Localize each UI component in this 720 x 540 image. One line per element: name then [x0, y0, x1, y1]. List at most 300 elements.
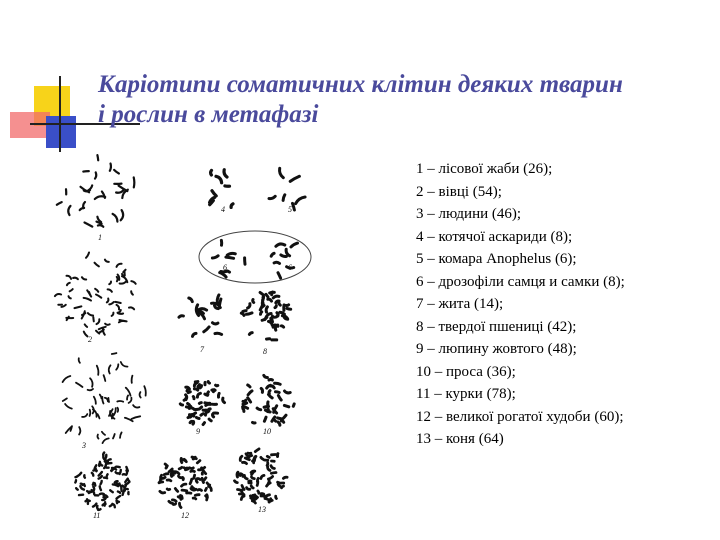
chromosome — [274, 262, 279, 263]
chromosome — [279, 301, 281, 305]
chromosome — [192, 457, 196, 459]
chromosome — [293, 404, 294, 406]
chromosome — [217, 295, 219, 305]
chromosome — [96, 469, 97, 472]
chromosome — [93, 483, 94, 485]
chromosome — [65, 404, 72, 409]
chromosome — [244, 475, 247, 479]
chromosome — [126, 388, 131, 396]
legend-item: 3 – людини (46); — [416, 206, 522, 222]
chromosome — [112, 313, 114, 316]
chromosome — [257, 478, 258, 481]
chromosome — [241, 496, 244, 499]
chromosome — [93, 504, 96, 507]
chromosome — [114, 170, 119, 174]
chromosome — [169, 501, 173, 503]
chromosome — [194, 389, 197, 390]
chromosome — [290, 176, 299, 181]
chromosome — [184, 399, 186, 401]
chromosome — [206, 404, 211, 405]
chromosome — [63, 376, 71, 382]
chromosome — [76, 488, 78, 490]
chromosome — [212, 390, 215, 391]
chromosome — [258, 491, 259, 493]
label-6b: 6 — [288, 263, 292, 272]
chromosome — [264, 375, 268, 377]
chromosome — [252, 471, 255, 474]
chromosome — [84, 332, 88, 337]
chromosome — [278, 273, 281, 278]
chromosome — [240, 456, 242, 460]
chromosome — [284, 318, 287, 320]
chromosome — [265, 499, 268, 500]
chromosome — [237, 473, 238, 477]
chromosome — [159, 482, 163, 483]
chromosome — [116, 467, 120, 468]
chromosome — [263, 297, 264, 300]
chromosome — [169, 469, 172, 472]
chromosome — [127, 395, 128, 399]
chromosome — [179, 316, 183, 317]
chromosome — [144, 386, 146, 395]
chromosome — [224, 170, 227, 177]
chromosome — [117, 277, 118, 281]
chromosome — [190, 421, 193, 422]
label-11: 11 — [93, 511, 101, 520]
chromosome — [179, 503, 181, 507]
chromosome — [181, 458, 182, 462]
chromosome — [269, 391, 270, 394]
chromosome — [241, 313, 244, 315]
chromosome — [242, 486, 244, 490]
legend-item: 12 – великої рогатої худоби (60); — [416, 408, 624, 425]
chromosome — [113, 484, 117, 485]
chromosome-spreads — [55, 155, 305, 510]
chromosome — [129, 398, 132, 403]
label-12: 12 — [181, 511, 189, 520]
chromosome — [95, 465, 97, 468]
chromosome — [85, 223, 93, 227]
chromosome — [164, 474, 168, 475]
chromosome — [110, 164, 111, 171]
chromosome — [275, 306, 276, 308]
chromosome — [134, 177, 135, 187]
chromosome — [132, 376, 133, 383]
legend-item: 11 – курки (78); — [416, 386, 516, 402]
chromosome — [243, 409, 244, 412]
chromosome — [105, 398, 108, 402]
chromosome — [272, 292, 273, 295]
chromosome — [88, 389, 93, 390]
chromosome — [243, 311, 246, 312]
chromosome — [68, 206, 70, 215]
chromosome — [182, 484, 186, 486]
chromosome — [194, 475, 195, 478]
chromosome — [107, 299, 109, 303]
chromosome — [102, 499, 105, 500]
chromosome — [280, 312, 285, 314]
chromosome — [90, 410, 91, 416]
chromosome — [67, 276, 72, 279]
chromosome — [95, 483, 96, 485]
chromosome — [96, 331, 99, 334]
chromosome — [204, 478, 206, 480]
chromosome — [117, 305, 120, 310]
chromosome — [108, 289, 112, 291]
chromosome — [97, 506, 98, 510]
chromosome — [205, 488, 206, 490]
chromosome — [223, 398, 225, 402]
chromosome — [200, 386, 201, 388]
chromosome — [260, 293, 263, 296]
chromosome — [110, 505, 112, 507]
chromosome — [100, 494, 104, 495]
chromosome — [120, 281, 127, 284]
chromosome — [105, 461, 108, 462]
chromosome — [93, 317, 94, 321]
chromosome — [116, 364, 118, 369]
chromosome — [216, 385, 218, 386]
chromosome — [131, 281, 135, 284]
chromosome — [116, 190, 124, 193]
chromosome — [274, 410, 277, 413]
chromosome — [275, 383, 281, 384]
chromosome — [95, 263, 99, 267]
chromosome — [264, 417, 266, 421]
chromosome — [253, 422, 256, 423]
chromosome — [95, 289, 98, 292]
chromosome — [283, 477, 287, 478]
chromosome — [243, 403, 247, 404]
chromosome — [84, 475, 85, 477]
chromosome — [160, 491, 165, 493]
chromosome — [82, 277, 86, 279]
chromosome — [198, 490, 202, 491]
decor-blue-square — [46, 116, 76, 148]
chromosome — [113, 434, 115, 438]
chromosome — [213, 323, 218, 324]
chromosome — [119, 321, 125, 322]
chromosome — [86, 253, 89, 258]
label-8: 8 — [263, 347, 267, 356]
chromosome — [227, 253, 235, 255]
chromosome — [248, 385, 250, 387]
label-9: 9 — [196, 427, 200, 436]
legend-item: 7 – жита (14); — [416, 296, 504, 312]
chromosome — [204, 327, 209, 332]
chromosome — [257, 408, 261, 410]
chromosome — [247, 313, 253, 314]
legend-item: 13 – коня (64) — [416, 431, 504, 447]
label-1: 1 — [98, 233, 102, 242]
chromosome — [120, 432, 122, 438]
chromosome — [216, 176, 222, 183]
chromosome — [203, 423, 204, 425]
chromosome — [179, 467, 182, 469]
chromosome — [281, 421, 283, 422]
chromosome — [189, 298, 193, 302]
chromosome — [97, 366, 99, 375]
chromosome — [167, 480, 171, 481]
chromosome — [201, 414, 203, 416]
chromosome — [180, 404, 182, 405]
label-13: 13 — [258, 505, 266, 514]
chromosome — [276, 496, 277, 498]
chromosome — [187, 389, 188, 391]
chromosome — [82, 414, 87, 417]
chromosome — [76, 383, 83, 387]
chromosome — [188, 404, 190, 406]
chromosome — [286, 305, 289, 306]
chromosome — [270, 477, 273, 479]
chromosome — [115, 302, 121, 303]
chromosome — [243, 462, 247, 463]
chromosome — [97, 435, 98, 439]
chromosome — [107, 474, 108, 476]
chromosome — [266, 294, 268, 297]
chromosome — [105, 260, 109, 262]
chromosome — [81, 484, 83, 485]
chromosome — [261, 303, 263, 308]
chromosome — [125, 479, 127, 482]
chromosome — [248, 304, 250, 308]
chromosome — [190, 468, 194, 469]
chromosome — [102, 397, 103, 404]
chromosome — [90, 378, 92, 387]
chromosome — [231, 204, 233, 208]
chromosome — [278, 484, 280, 486]
legend-item: 8 – твердої пшениці (42); — [416, 318, 577, 335]
chromosome — [271, 473, 276, 474]
chromosome — [235, 481, 238, 483]
chromosome — [105, 502, 106, 506]
chromosome — [105, 455, 106, 459]
chromosome — [251, 486, 253, 488]
chromosome — [261, 457, 263, 459]
decor-vertical-line — [59, 76, 61, 152]
chromosome — [97, 319, 100, 324]
chromosome — [190, 479, 192, 484]
chromosome — [213, 414, 214, 417]
chromosome — [183, 478, 184, 480]
chromosome — [280, 168, 284, 177]
chromosome — [207, 495, 208, 498]
chromosome — [179, 476, 182, 478]
chromosome — [267, 456, 269, 457]
chromosome — [212, 191, 216, 196]
chromosome — [103, 438, 109, 443]
chromosome — [121, 362, 128, 367]
chromosome — [118, 492, 120, 493]
chromosome — [253, 300, 254, 303]
chromosome — [161, 475, 162, 477]
chromosome — [193, 333, 197, 336]
chromosome — [268, 479, 269, 483]
chromosome — [105, 324, 110, 325]
chromosome — [117, 496, 121, 499]
chromosome — [78, 473, 82, 476]
chromosome — [75, 306, 82, 308]
chromosome — [254, 456, 255, 460]
chromosome — [172, 500, 176, 501]
chromosome — [109, 302, 113, 304]
label-10: 10 — [263, 427, 271, 436]
chromosome — [87, 290, 90, 295]
chromosome — [110, 490, 113, 492]
chromosome — [269, 196, 275, 198]
chromosome — [109, 282, 111, 285]
chromosome — [261, 494, 264, 495]
chromosome — [104, 375, 106, 381]
label-5: 5 — [288, 205, 292, 214]
chromosome — [212, 256, 218, 258]
chromosome — [195, 495, 199, 496]
chromosome — [99, 463, 100, 466]
chromosome — [211, 170, 212, 175]
chromosome — [94, 397, 96, 404]
chromosome — [55, 294, 61, 296]
legend-item: 2 – вівці (54); — [416, 183, 502, 200]
legend-item: 1 – лісової жаби (26); — [416, 161, 553, 177]
chromosome — [273, 296, 279, 298]
chromosome — [112, 353, 117, 354]
chromosome — [93, 487, 94, 490]
chromosome — [133, 405, 139, 407]
legend-item: 5 – комара Anophelus (6); — [416, 251, 577, 267]
chromosome — [140, 392, 141, 398]
chromosome — [249, 333, 252, 335]
chromosome — [173, 504, 175, 505]
chromosome — [98, 225, 103, 227]
chromosome — [215, 333, 222, 334]
chromosome — [199, 403, 201, 404]
chromosome — [95, 172, 96, 178]
chromosome — [98, 414, 100, 418]
legend-item: 9 – люпину жовтого (48); — [416, 341, 577, 357]
chromosome — [253, 495, 255, 496]
chromosome — [126, 467, 127, 471]
chromosome — [226, 257, 234, 258]
chromosome — [191, 488, 195, 489]
chromosome — [264, 407, 267, 408]
chromosome — [96, 295, 101, 298]
chromosome — [282, 486, 284, 488]
chromosome — [208, 409, 210, 410]
slide-title — [98, 70, 698, 130]
chromosome — [69, 296, 71, 298]
chromosome — [103, 453, 104, 456]
chromosome — [63, 398, 67, 401]
chromosome — [239, 494, 244, 495]
chromosome — [266, 307, 267, 312]
chromosome — [197, 461, 200, 463]
chromosome — [268, 467, 270, 471]
chromosome — [182, 490, 187, 491]
chromosome — [275, 315, 278, 318]
chromosome — [79, 358, 80, 363]
chromosome — [286, 249, 289, 256]
chromosome — [261, 312, 262, 314]
chromosome — [100, 486, 101, 490]
chromosome — [109, 365, 111, 373]
label-6a: 6 — [223, 263, 227, 272]
chromosome — [269, 499, 271, 502]
chromosome — [271, 253, 274, 256]
chromosome — [57, 202, 62, 205]
decor-red-square — [10, 112, 50, 138]
chromosome — [97, 155, 98, 160]
chromosome — [267, 385, 271, 388]
chromosome — [291, 243, 298, 247]
chromosome — [248, 391, 252, 395]
chromosome — [197, 393, 200, 397]
chromosome — [117, 401, 123, 402]
label-7: 7 — [200, 345, 204, 354]
label-4: 4 — [221, 205, 225, 214]
chromosome — [117, 501, 119, 502]
chromosome — [121, 210, 123, 220]
chromosome — [75, 480, 76, 482]
chromosome — [116, 472, 119, 473]
chromosome — [207, 483, 210, 485]
chromosome — [218, 393, 219, 397]
chromosome — [79, 427, 80, 434]
chromosome — [87, 499, 88, 504]
chromosome — [101, 481, 102, 484]
chromosome — [84, 298, 91, 301]
legend-item: 4 – котячої аскариди (8); — [416, 228, 573, 245]
chromosome — [278, 396, 281, 401]
chromosome — [282, 415, 286, 419]
chromosome — [194, 413, 196, 416]
chromosome — [208, 382, 209, 384]
chromosome — [67, 283, 70, 285]
legend-item: 10 – проса (36); — [416, 363, 516, 380]
chromosome — [209, 486, 212, 490]
chromosome — [188, 392, 190, 393]
chromosome — [85, 324, 87, 327]
chromosome — [243, 400, 246, 401]
chromosome — [252, 477, 255, 479]
chromosome — [117, 264, 122, 267]
slide-title-line-1: Каріотипи соматичних клітин деяких тварин — [98, 71, 623, 98]
chromosome — [281, 255, 287, 257]
chromosome — [196, 417, 199, 418]
chromosome — [278, 422, 280, 425]
chromosome — [87, 491, 89, 492]
chromosome — [104, 478, 107, 479]
chromosome — [266, 495, 270, 497]
chromosome — [167, 489, 170, 490]
chromosome — [70, 289, 73, 291]
chromosome — [80, 486, 84, 489]
chromosome — [248, 398, 251, 402]
chromosome — [131, 291, 133, 295]
chromosome — [120, 470, 121, 474]
chromosome — [113, 214, 118, 222]
karyotype-figure — [48, 150, 328, 530]
chromosome — [202, 472, 203, 474]
chromosome — [209, 419, 211, 421]
chromosome — [267, 463, 268, 466]
chromosome — [271, 466, 274, 469]
chromosome — [265, 410, 270, 412]
chromosome — [92, 473, 94, 476]
karyotype-legend — [416, 158, 712, 451]
chromosome — [193, 498, 196, 499]
chromosome — [100, 395, 102, 399]
chromosome — [83, 171, 89, 172]
